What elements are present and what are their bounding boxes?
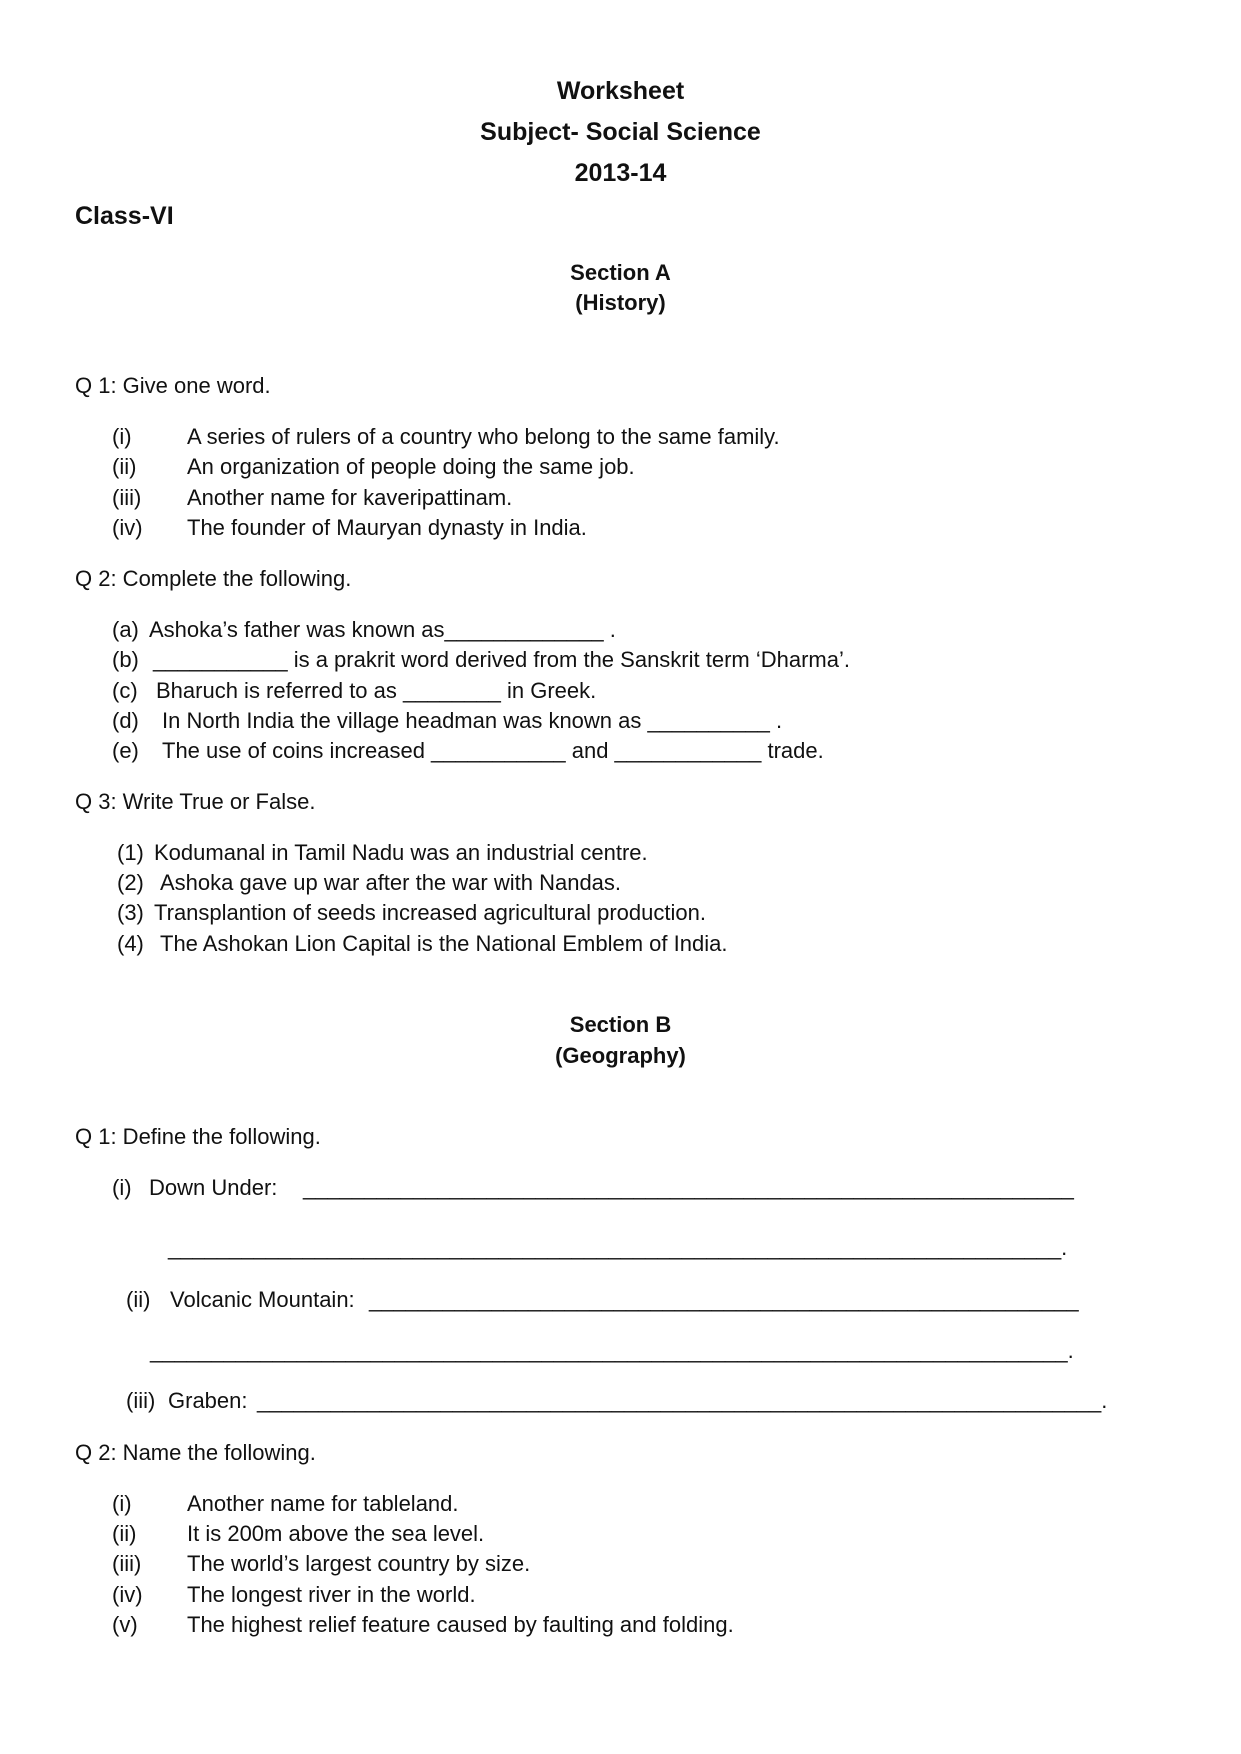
list-item: Another name for tableland.: [187, 1491, 459, 1516]
list-item: The world’s largest country by size.: [187, 1551, 531, 1576]
section-b-title: Section B: [569, 1012, 672, 1037]
list-item-number: (2): [117, 870, 144, 895]
list-item: Kodumanal in Tamil Nadu was an industrial centre.: [154, 840, 648, 865]
section-a-q1-prompt: Q 1: Give one word.: [75, 373, 271, 398]
list-item: It is 200m above the sea level.: [187, 1521, 485, 1546]
list-item-number: (a): [112, 617, 139, 642]
list-item: The founder of Mauryan dynasty in India.: [187, 515, 587, 540]
list-item: Ashoka gave up war after the war with Nandas.: [160, 870, 622, 895]
section-b-subtitle: (Geography): [555, 1043, 686, 1068]
list-item-number: (e): [112, 738, 139, 763]
section-b-q2-prompt: Q 2: Name the following.: [75, 1440, 316, 1465]
list-item: The use of coins increased ___________ and ____________ trade.: [162, 738, 824, 763]
list-item-number: (ii): [126, 1287, 151, 1312]
list-item-number: (v): [112, 1612, 138, 1637]
list-item: Transplantion of seeds increased agricultural production.: [154, 900, 706, 925]
list-item: An organization of people doing the same job.: [187, 454, 635, 479]
list-item-number: (iv): [112, 515, 143, 540]
session-year: 2013-14: [574, 159, 667, 187]
list-item-number: (d): [112, 708, 139, 733]
list-item-number: (i): [112, 1175, 132, 1200]
list-item: Ashoka’s father was known as_____________ .: [149, 617, 616, 642]
list-item-number: (ii): [112, 1521, 137, 1546]
list-item-number: (i): [112, 424, 132, 449]
list-item-number: (c): [112, 678, 138, 703]
definition-label: Down Under:: [149, 1175, 278, 1200]
list-item-number: (b): [112, 647, 139, 672]
answer-line: __________________________________________________________: [369, 1287, 1079, 1312]
section-a-q3-prompt: Q 3: Write True or False.: [75, 789, 316, 814]
list-item: The Ashokan Lion Capital is the National Emblem of India.: [160, 931, 728, 956]
list-item-number: (i): [112, 1491, 132, 1516]
definition-label: Volcanic Mountain:: [170, 1287, 355, 1312]
list-item-number: (iv): [112, 1582, 143, 1607]
list-item-number: (ii): [112, 454, 137, 479]
class-label: Class-VI: [75, 202, 174, 230]
section-a-subtitle: (History): [575, 290, 666, 315]
list-item: The longest river in the world.: [187, 1582, 476, 1607]
answer-line: _____________________________________________________________________.: [257, 1388, 1108, 1413]
list-item: In North India the village headman was known as __________ .: [162, 708, 783, 733]
list-item: A series of rulers of a country who belong to the same family.: [187, 424, 780, 449]
list-item-number: (3): [117, 900, 144, 925]
list-item-number: (iii): [112, 1551, 142, 1576]
list-item: Another name for kaveripattinam.: [187, 485, 513, 510]
list-item-number: (4): [117, 931, 144, 956]
worksheet-title: Worksheet: [556, 77, 685, 105]
definition-label: Graben:: [168, 1388, 248, 1413]
list-item-number: (iii): [126, 1388, 156, 1413]
answer-line: _________________________________________________________________________.: [168, 1235, 1068, 1260]
section-a-title: Section A: [570, 260, 671, 285]
answer-line: ___________________________________________________________________________.: [150, 1338, 1074, 1363]
list-item: The highest relief feature caused by faulting and folding.: [187, 1612, 734, 1637]
section-a-q2-prompt: Q 2: Complete the following.: [75, 566, 352, 591]
list-item-number: (iii): [112, 485, 142, 510]
section-b-q1-prompt: Q 1: Define the following.: [75, 1124, 321, 1149]
list-item: Bharuch is referred to as ________ in Greek.: [156, 678, 597, 703]
subject-line: Subject- Social Science: [480, 118, 761, 146]
list-item: ___________ is a prakrit word derived from the Sanskrit term ‘Dharma’.: [153, 647, 850, 672]
answer-line: _______________________________________________________________: [303, 1175, 1074, 1200]
list-item-number: (1): [117, 840, 144, 865]
